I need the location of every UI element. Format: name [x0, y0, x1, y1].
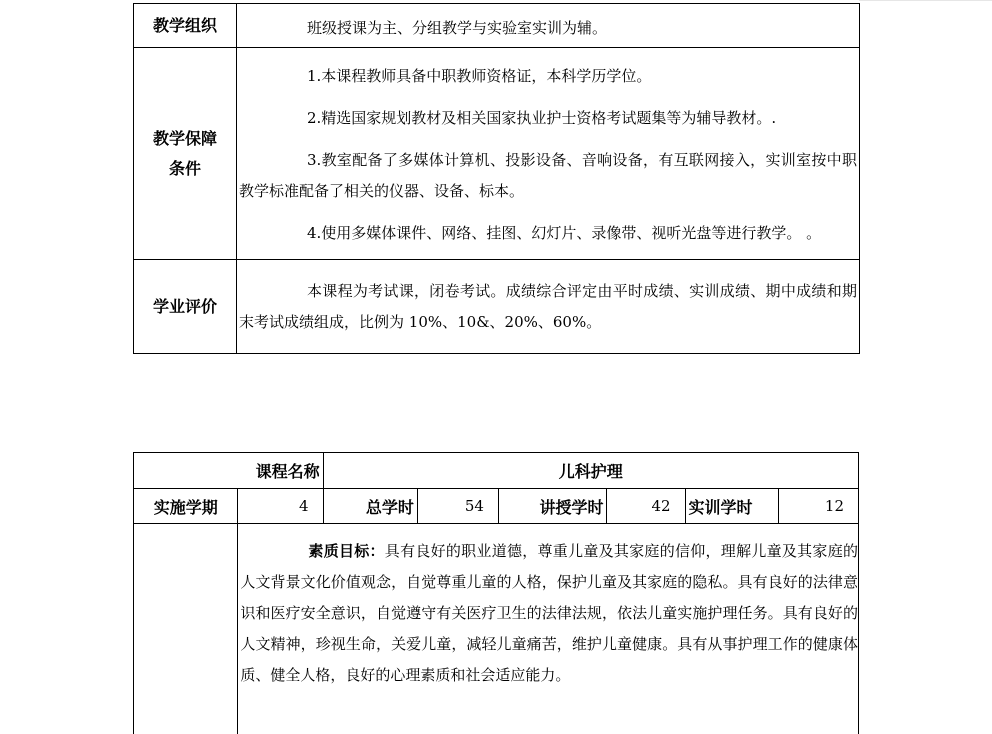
quality-goal-cell — [238, 524, 859, 734]
paragraph: 3.教室配备了多媒体计算机、投影设备、音响设备，有互联网接入，实训室按中职教学标准配备了相关的仪器、设备、标本。 — [239, 150, 857, 200]
paragraph: 本课程为考试课，闭卷考试。成绩综合评定由平时成绩、实训成绩、期中成绩和期末考试成绩组成，比例为 10%、10&、20%、60%。 — [239, 281, 857, 331]
quality-goal-text: 具有良好的职业道德，尊重儿童及其家庭的信仰，理解儿童及其家庭的人文背景文化价值观念，自觉尊重儿童的人格，保护儿童及其家庭的隐私。具有良好的法律意识和医疗安全意识，自觉遵守有关医疗卫生的法律法规，依法儿童实施护理任务。具有良好的人文精神，珍视生命，关爱儿童，减轻儿童痛苦，维护儿童健康。具有从事护理工作的健康体质、健全人格，良好的心理素质和社会适应能力。 — [240, 542, 858, 684]
quality-goal-label: 素质目标： — [308, 542, 385, 560]
row-label-teaching-conditions: 教学保障 条件 — [134, 48, 237, 260]
practice-hours-label: 实训学时 — [685, 489, 778, 524]
paragraph: 1.本课程教师具备中职教师资格证，本科学历学位。 — [307, 66, 652, 85]
row-content-teaching-organization — [237, 4, 860, 48]
table-row — [134, 453, 859, 489]
page-top-border — [859, 0, 992, 1]
row-content-assessment — [237, 260, 860, 354]
objectives-label-cell — [134, 524, 238, 734]
semester-label: 实施学期 — [134, 489, 238, 524]
total-hours-value: 54 — [417, 489, 498, 524]
total-hours-label: 总学时 — [323, 489, 417, 524]
row-label-teaching-organization: 教学组织 — [134, 4, 237, 48]
paragraph: 班级授课为主、分组教学与实验室实训为辅。 — [307, 19, 608, 37]
table-row — [134, 524, 859, 734]
lecture-hours-label: 讲授学时 — [498, 489, 606, 524]
semester-value: 4 — [238, 489, 323, 524]
practice-hours-value: 12 — [778, 489, 858, 524]
course-info-table — [133, 452, 859, 734]
row-label-assessment: 学业评价 — [134, 260, 237, 354]
quality-goal-paragraph — [240, 528, 858, 691]
table-row — [134, 4, 860, 48]
course-name-value: 儿科护理 — [323, 453, 858, 489]
table-row — [134, 48, 860, 260]
lecture-hours-value: 42 — [607, 489, 685, 524]
table-row — [134, 260, 860, 354]
row-content-teaching-conditions — [237, 48, 860, 260]
course-name-label: 课程名称 — [134, 453, 324, 489]
teaching-info-table — [133, 3, 860, 354]
paragraph: 4.使用多媒体课件、网络、挂图、幻灯片、录像带、视听光盘等进行教学。 。 — [307, 223, 822, 242]
paragraph: 2.精选国家规划教材及相关国家执业护士资格考试题集等为辅导教材。. — [307, 108, 777, 127]
table-row — [134, 489, 859, 524]
